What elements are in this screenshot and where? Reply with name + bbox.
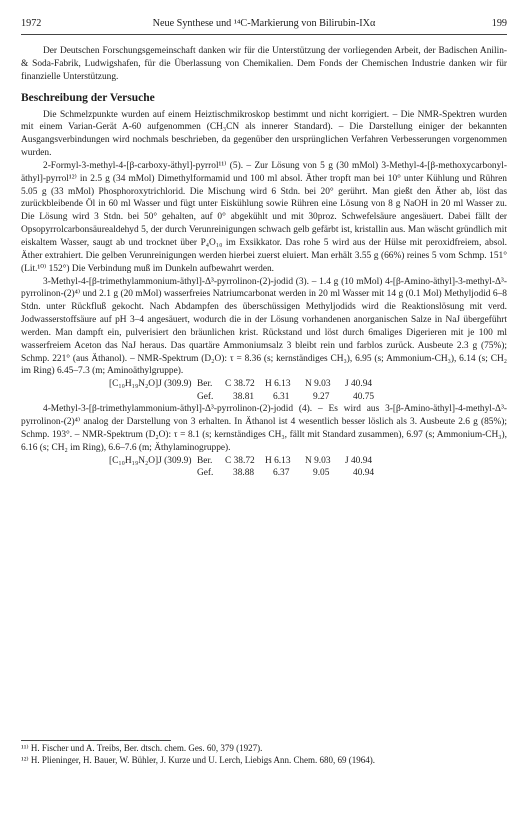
compound-3-paragraph: 3-Methyl-4-[β-trimethylammonium-äthyl]-Δ³-pyrrolinon-(2)-jodid (3). – 1.4 g (10 mMol) 4-[β-Amino-äthyl]-3-methyl-Δ³-pyrrolinon-(2)⁴⁾ und 2.1 g (20 mMol) wasserfreies Natriumcarbonat werden in 20 ml Wasser mit 14 g (0.1 Mol) Methyljodid 6–8 Stdn. unter Rückfluß gekocht. Nach Abdampfen des überschüssigen Methyljodids wird die Reaktionslösung mit verd. Jodwasserstoffsäure auf pH 3–4 angesäuert, wodurch die in der Lösung vorhandenen anorganischen Salze in NaJ übergeführt werden. Man dampft ein, pulverisiert den bräunlichen krist. Rückstand und löst durch 6maliges Digerieren mit je 100 ml wasserfreiem Aceton das NaJ heraus. Das quartäre Ammoniumsalz 3 bleibt rein und farblos zurück. Ausbeute 2.3 g (75%); Schmp. 221° (aus Äthanol). – NMR-Spektrum (D₂O): τ = 8.36 (s; kernständiges CH₃), 6.95 (s; Ammonium-CH₃), 6.14 (s; CH₂ im Ring) 6.45–7.3 (m; Aminoäthylgruppe). xyxy=(21,276,507,377)
analysis-label: Gef. xyxy=(197,468,214,479)
analysis-block-3 xyxy=(21,378,507,403)
analysis-value: 6.31 xyxy=(273,391,290,402)
analysis-value: H 6.13 xyxy=(265,379,291,390)
analysis-row-found xyxy=(109,391,507,404)
compound-4-paragraph: 4-Methyl-3-[β-trimethylammonium-äthyl]-Δ³-pyrrolinon-(2)-jodid (4). – Es wird aus 3-[β-Amino-äthyl]-4-methyl-Δ³-pyrrolinon-(2)⁴⁾ analog der Darstellung von 3 erhalten. In Äthanol ist 4 wesentlich besser löslich als 3. Ausbeute 2.6 g (85%); Schmp. 193°. – NMR-Spektrum (D₂O): τ = 8.1 (s; kernständiges CH₃, fällt mit Standard zusammen), 6.97 (s; Ammonium-CH₃), 6.16 (s; CH₂ im Ring), 6.6–7.6 (m; Äthylaminogruppe). xyxy=(21,404,507,453)
analysis-row-found xyxy=(109,467,507,480)
analysis-formula: [C₁₀H₁₉N₂O]J (309.9) xyxy=(109,455,192,466)
analysis-value: 9.05 xyxy=(313,468,330,479)
analysis-label: Gef. xyxy=(197,391,214,402)
analysis-value: J 40.94 xyxy=(345,455,373,466)
analysis-value: 38.81 xyxy=(233,391,255,402)
footnote: ¹¹⁾ H. Fischer und A. Treibs, Ber. dtsch. chem. Ges. 60, 379 (1927). xyxy=(21,743,263,753)
header-rule xyxy=(21,34,507,35)
footnotes xyxy=(21,740,507,766)
analysis-value: C 38.72 xyxy=(225,379,255,390)
section-heading: Beschreibung der Versuche xyxy=(21,91,155,104)
running-header xyxy=(21,18,507,32)
analysis-value: 9.27 xyxy=(313,391,330,402)
footnote: ¹²⁾ H. Plieninger, H. Bauer, W. Bühler, J. Kurze und U. Lerch, Liebigs Ann. Chem. 680, 69 (1964). xyxy=(21,754,375,765)
footnote-rule xyxy=(21,740,171,741)
analysis-value: H 6.13 xyxy=(265,455,291,466)
analysis-value: N 9.03 xyxy=(305,455,331,466)
analysis-block-4 xyxy=(21,455,507,480)
analysis-label: Ber. xyxy=(197,379,213,390)
analysis-value: 40.75 xyxy=(353,391,375,402)
analysis-value: 6.37 xyxy=(273,468,290,479)
analysis-formula: [C₁₀H₁₉N₂O]J (309.9) xyxy=(109,379,192,390)
compound-5-paragraph: 2-Formyl-3-methyl-4-[β-carboxy-äthyl]-pyrrol¹¹⁾ (5). – Zur Lösung von 5 g (30 mMol) 3-Methyl-4-[β-methoxycarbonyl-äthyl]-pyrrol¹²⁾ in 2.5 g (34 mMol) Dimethylformamid und 100 ml absol. Äther tropft man bei 10° unter Kühlung und Rühren 5.05 g (33 mMol) Phosphoroxytrichlorid. Die Mischung wird 6 Stdn. bei 20° gerührt. Man gießt den Äther ab, löst das zurückbleibende Öl in 60 ml Wasser und fügt unter Eiskühlung sowie Rühren eine Lösung von 8 g NaOH in 20 ml Wasser zu. Die Lösung wird 3 Stdn. bei 50° gehalten, auf 0° abgekühlt und mit 30proz. Schwefelsäure angesäuert. Dabei fällt der Opsopyrrolcarbonsäurealdehyd 5, der durch Verunreinigungen schwach gelb gefärbt ist, kristallin aus. Man wäscht gründlich mit eiskaltem Wasser, saugt ab und trocknet über P₄O₁₀ im Exsikkator. Das rohe 5 wird aus der Hülse mit peroxidfreiem, absol. Äther extrahiert. Die gelben Verunreinigungen werden hierbei zuerst eluiert. Man erhält 3.55 g (66%) reines 5 vom Schmp. 151° (Lit.¹⁰⁾ 152°) Die Verbindung muß im Dunkeln aufbewahrt werden. xyxy=(21,160,507,274)
analysis-value: 38.88 xyxy=(233,468,255,479)
analysis-row-calculated xyxy=(109,455,507,468)
header-year: 1972 xyxy=(21,18,42,29)
analysis-row-calculated xyxy=(109,378,507,391)
acknowledgement-paragraph: Der Deutschen Forschungsgemeinschaft danken wir für die Unterstützung der vorliegenden Arbeit, der Badischen Anilin- & Soda-Fabrik, Ludwigshafen, für die Überlassung von Chemikalien. Dem Fonds der Chemischen Industrie danken wir für finanzielle Unterstützung. xyxy=(21,46,507,82)
analysis-value: J 40.94 xyxy=(345,379,373,390)
analysis-value: C 38.72 xyxy=(225,455,255,466)
header-page-number: 199 xyxy=(491,18,507,29)
analysis-value: 40.94 xyxy=(353,468,375,479)
analysis-label: Ber. xyxy=(197,455,213,466)
intro-paragraph: Die Schmelzpunkte wurden auf einem Heiztischmikroskop bestimmt und nicht korrigiert. – Die NMR-Spektren wurden mit einem Varian-Gerät A-60 aufgenommen (CH₃CN als innerer Standard). – Die Darstellung einiger der bekannten Ausgangsverbindungen wird nochmals beschrieben, da gegenüber den ursprünglichen Verfahren Verbesserungen vorgenommen wurden. xyxy=(21,109,507,159)
header-title: Neue Synthese und ¹⁴C-Markierung von Bilirubin-IXα xyxy=(152,18,376,29)
article-body xyxy=(21,45,507,480)
analysis-value: N 9.03 xyxy=(305,379,331,390)
